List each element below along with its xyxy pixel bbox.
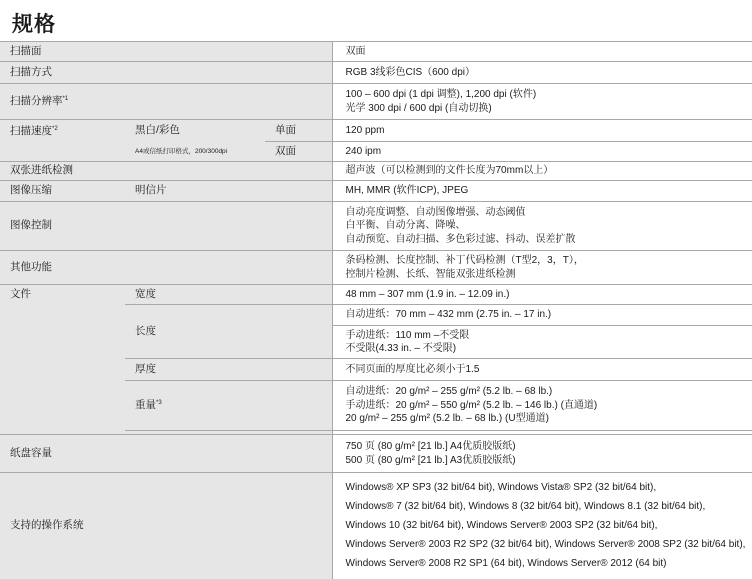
row-image-control bbox=[0, 202, 752, 251]
spec-table bbox=[0, 41, 752, 579]
value-tray: 750 页 (80 g/m² [21 lb.] A4优质胶版纸) 500 页 (80 g/m² [21 lb.] A3优质胶版纸) bbox=[332, 435, 752, 473]
label-doc-weight: 重量$^{*3}$ bbox=[125, 381, 332, 431]
label-scan-method: 扫描方式 bbox=[0, 62, 332, 84]
label-tray: 纸盘容量 bbox=[0, 435, 332, 473]
label-doc-thickness: 厚度 bbox=[125, 359, 332, 381]
row-speed-simplex bbox=[0, 120, 752, 142]
value-other-functions: 条码检测、长度控制、补丁代码检测（T型2，3，T）， 控制片检测、长纸、智能双张进纸检测 bbox=[332, 251, 752, 285]
page-title: 规格 bbox=[12, 12, 56, 36]
value-doc-length-manual: 手动进纸：110 mm –不受限 不受限(4.33 in. – 不受限) bbox=[332, 326, 752, 359]
label-os: 支持的操作系统 bbox=[0, 473, 332, 579]
label-speed-mode: 黑白/彩色 bbox=[125, 120, 265, 142]
row-resolution bbox=[0, 84, 752, 120]
row-os bbox=[0, 473, 752, 579]
label-other-functions: 其他功能 bbox=[0, 251, 332, 285]
row-tray bbox=[0, 435, 752, 473]
value-doc-length-auto: 自动进纸：70 mm – 432 mm (2.75 in. – 17 in.) bbox=[332, 305, 752, 326]
row-other-functions bbox=[0, 251, 752, 285]
row-scan-side bbox=[0, 42, 752, 62]
value-duplex: 240 ipm bbox=[332, 142, 752, 162]
row-double-feed bbox=[0, 162, 752, 181]
value-image-control: 自动亮度调整、自动图像增强、动态阈值 白平衡、自动分离、降噪、 自动预览、自动扫描、多色彩过滤、抖动、误差扩散 bbox=[332, 202, 752, 251]
row-compression bbox=[0, 181, 752, 202]
label-compression: 图像压缩 bbox=[0, 181, 125, 202]
value-doc-thickness: 不同页面的厚度比必须小于1.5 bbox=[332, 359, 752, 381]
label-resolution: 扫描分辨率$^{*1}$ bbox=[0, 84, 332, 120]
label-doc-width: 宽度 bbox=[125, 285, 332, 305]
label-image-control: 图像控制 bbox=[0, 202, 332, 251]
value-double-feed: 超声波（可以检测到的文件长度为70mm以上） bbox=[332, 162, 752, 181]
label-doc-length: 长度 bbox=[125, 305, 332, 359]
value-os: Windows® XP SP3 (32 bit/64 bit), Windows Vista® SP2 (32 bit/64 bit), Windows® 7 (32 bit/64 bit), Windows 8 (32 bit/64 bit), Windows 8.1 (32 bit/64 bit), Windows 10 (32 bit/64 bit), Windows Server® 2003 SP2 (32 bit/64 bit), Windows Server® 2003 R2 SP2 (32 bit/64 bit), Windows Server® 2008 SP2 (32 bit/64 bit), Windows Server® 2008 R2 SP1 (64 bit), Windows Server® 2012 (64 bit) bbox=[332, 473, 752, 579]
label-double-feed: 双张进纸检测 bbox=[0, 162, 332, 181]
value-compression: MH, MMR (软件ICP), JPEG bbox=[332, 181, 752, 202]
value-doc-width: 48 mm – 307 mm (1.9 in. – 12.09 in.) bbox=[332, 285, 752, 305]
label-speed-format: A4或信纸打印格式，200/300dpi bbox=[125, 142, 265, 162]
label-duplex: 双面 bbox=[265, 142, 332, 162]
value-scan-method: RGB 3线彩色CIS（600 dpi） bbox=[332, 62, 752, 84]
label-simplex: 单面 bbox=[265, 120, 332, 142]
label-speed: 扫描速度$^{*2}$ bbox=[0, 120, 125, 162]
label-scan-side: 扫描面 bbox=[0, 42, 332, 62]
row-doc-width bbox=[0, 285, 752, 305]
value-doc-weight: 自动进纸：20 g/m² – 255 g/m² (5.2 lb. – 68 lb.) 手动进纸：20 g/m² – 550 g/m² (5.2 lb. – 146 lb.) (直通道) 20 g/m² – 255 g/m² (5.2 lb. – 68 lb.) (U型通道) bbox=[332, 381, 752, 431]
label-document: 文件 bbox=[0, 285, 125, 435]
row-scan-method bbox=[0, 62, 752, 84]
label-postcard: 明信片 bbox=[125, 181, 332, 202]
value-simplex: 120 ppm bbox=[332, 120, 752, 142]
value-scan-side: 双面 bbox=[332, 42, 752, 62]
value-resolution: 100 – 600 dpi (1 dpi 调整), 1,200 dpi (软件) 光学 300 dpi / 600 dpi (自动切换) bbox=[332, 84, 752, 120]
